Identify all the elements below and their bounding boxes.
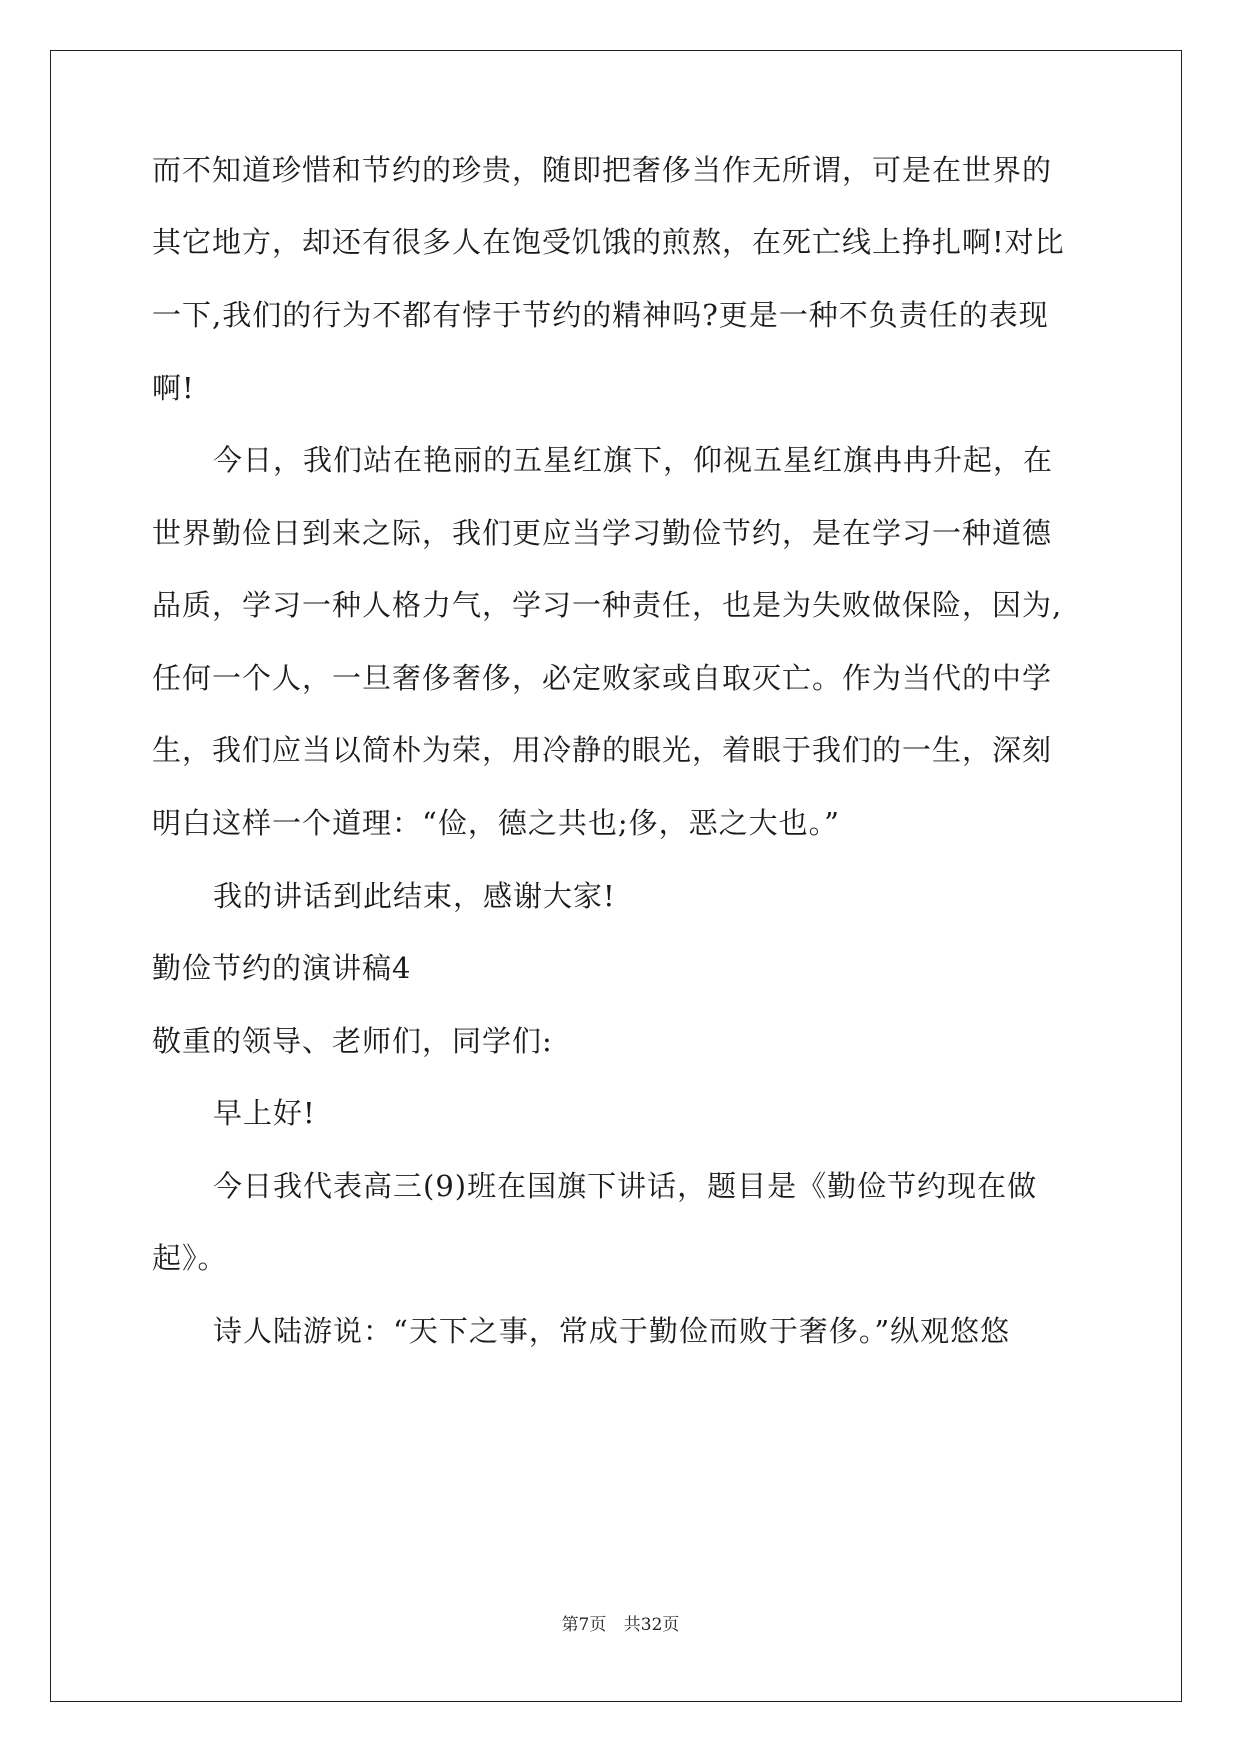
body-line-2: 其它地方，却还有很多人在饱受饥饿的煎熬，在死亡线上挣扎啊!对比 [152, 225, 1065, 259]
body-line-11: 我的讲话到此结束，感谢大家! [213, 879, 616, 913]
body-line-7: 品质，学习一种人格力气，学习一种责任，也是为失败做保险，因为, [152, 588, 1063, 622]
salutation-line: 敬重的领导、老师们，同学们: [152, 1024, 553, 1058]
body-line-1: 而不知道珍惜和节约的珍贵，随即把奢侈当作无所谓，可是在世界的 [152, 153, 1053, 187]
section-heading: 勤俭节约的演讲稿4 [152, 951, 412, 985]
page-footer [0, 1610, 1241, 1635]
body-line-15: 今日我代表高三(9)班在国旗下讲话，题目是《勤俭节约现在做 [213, 1169, 1038, 1203]
body-line-5: 今日，我们站在艳丽的五星红旗下，仰视五星红旗冉冉升起，在 [213, 443, 1054, 477]
body-line-3: 一下,我们的行为不都有悖于节约的精神吗?更是一种不负责任的表现 [152, 298, 1049, 332]
body-line-10: 明白这样一个道理：“俭，德之共也;侈，恶之大也。” [152, 806, 840, 840]
body-line-8: 任何一个人，一旦奢侈奢侈，必定败家或自取灭亡。作为当代的中学 [152, 661, 1053, 695]
body-line-16: 起》。 [152, 1241, 228, 1275]
body-line-4: 啊! [152, 371, 195, 405]
body-line-17: 诗人陆游说：“天下之事，常成于勤俭而败于奢侈。”纵观悠悠 [213, 1314, 1011, 1348]
page-total: 共32页 [623, 1615, 680, 1635]
body-line-9: 生，我们应当以简朴为荣，用冷静的眼光，着眼于我们的一生，深刻 [152, 733, 1053, 767]
page-number: 第7页 [561, 1615, 607, 1635]
greeting-line: 早上好! [213, 1096, 316, 1130]
body-line-6: 世界勤俭日到来之际，我们更应当学习勤俭节约，是在学习一种道德 [152, 516, 1053, 550]
